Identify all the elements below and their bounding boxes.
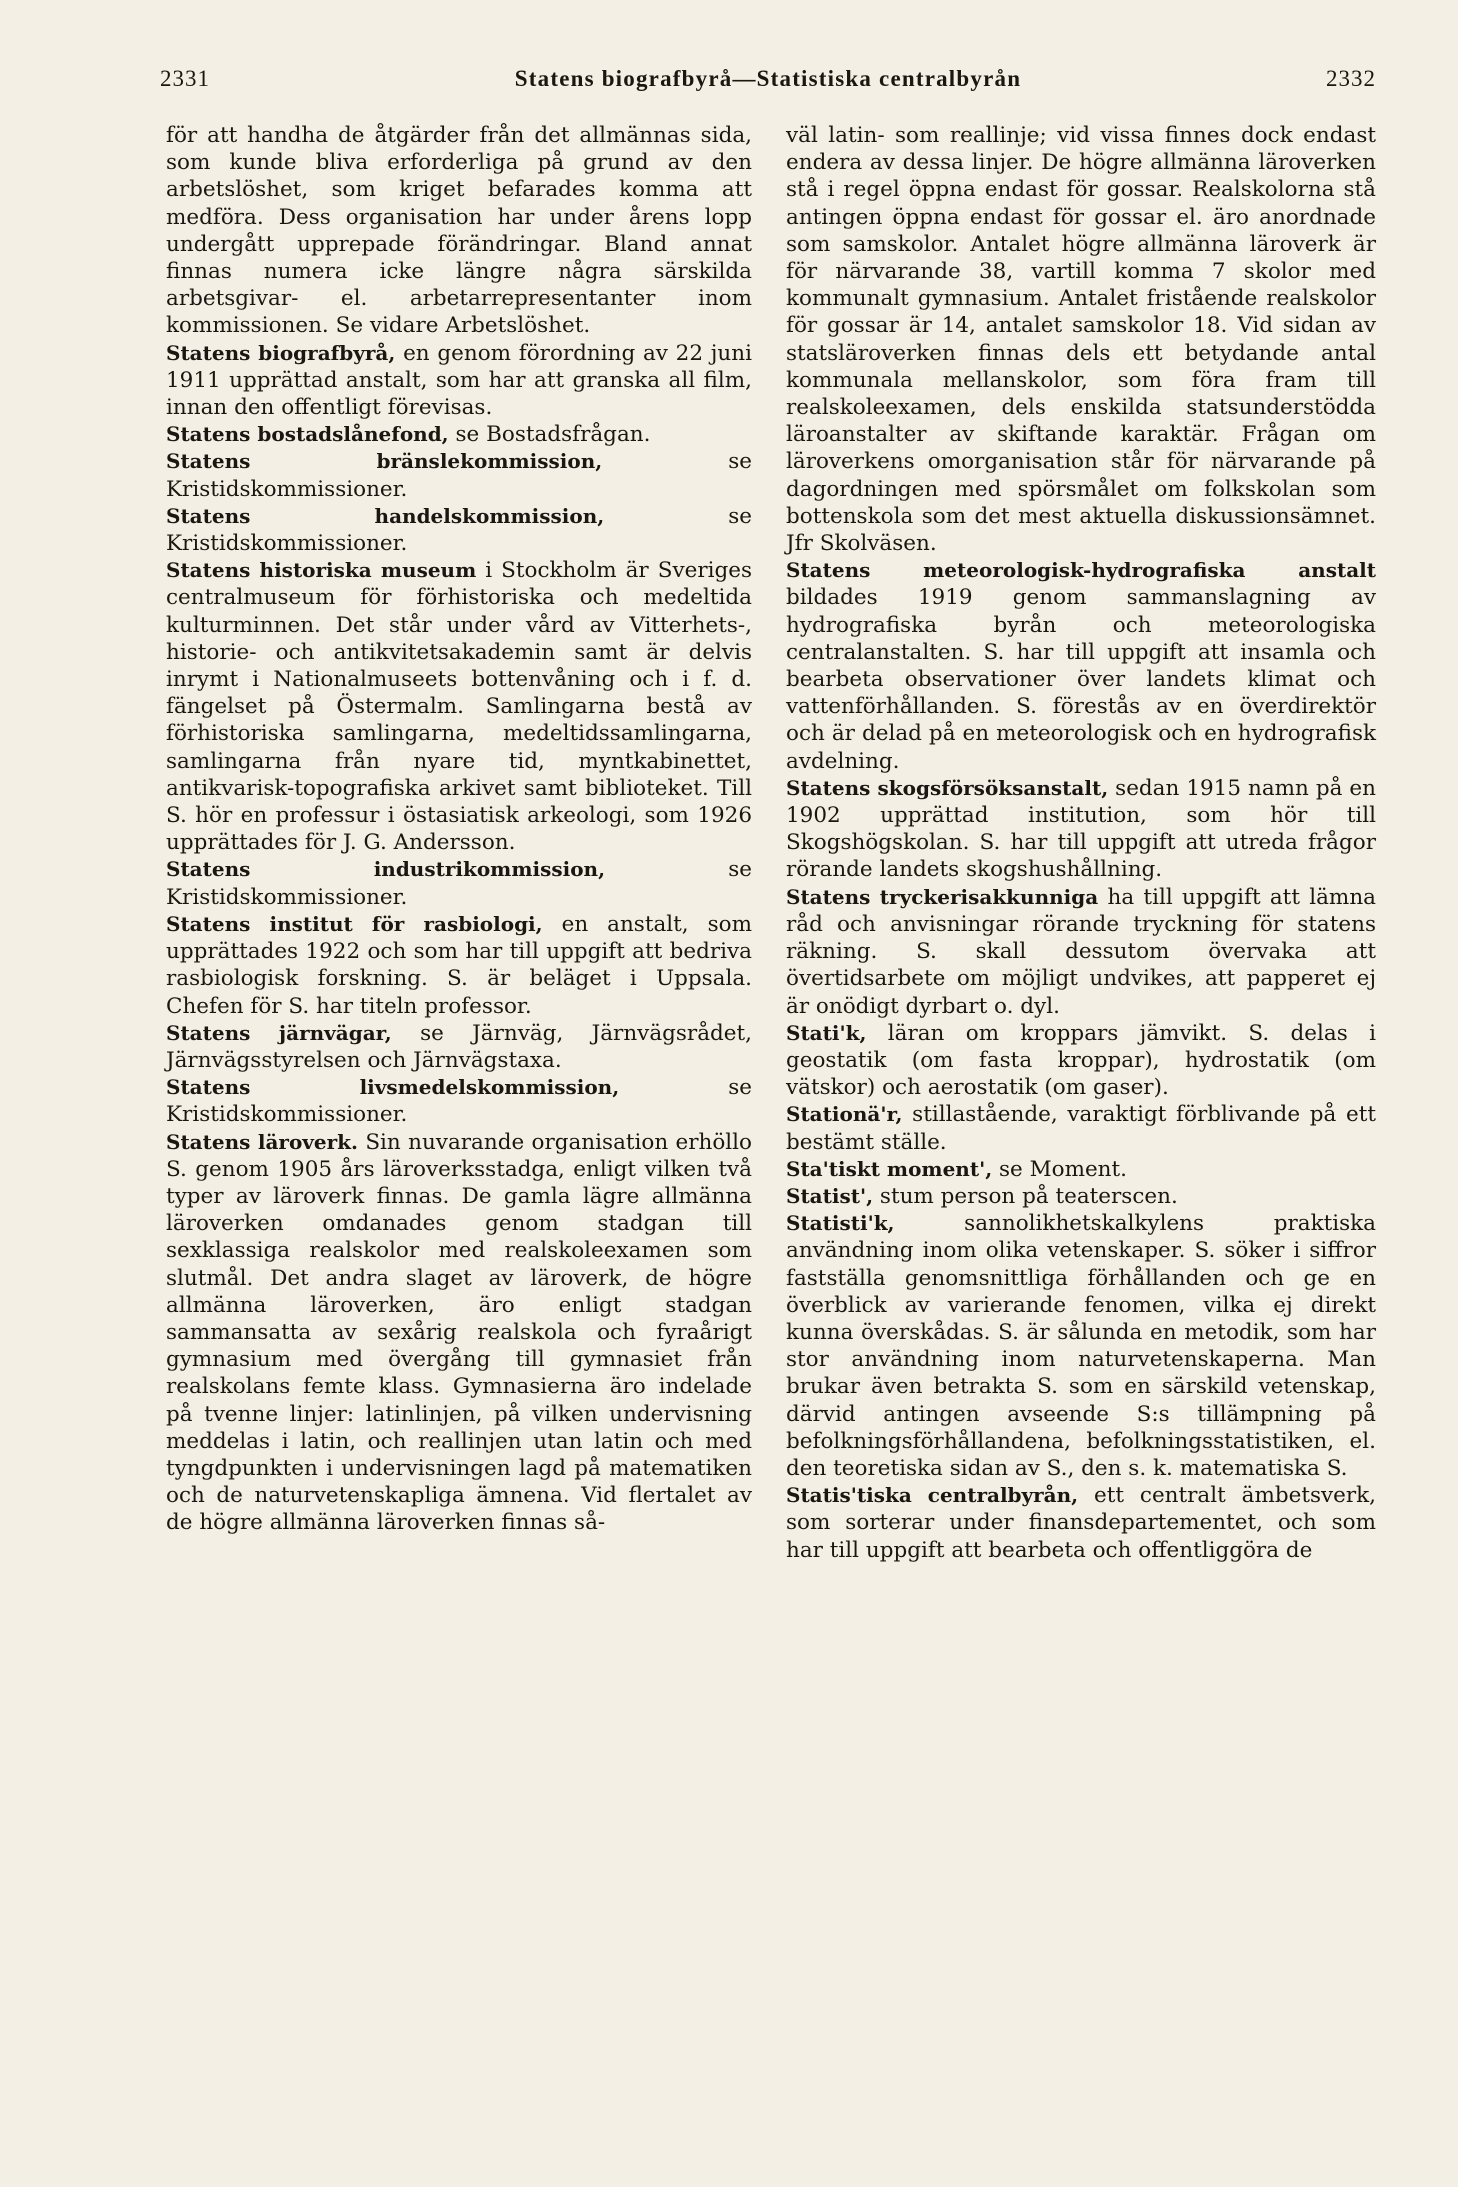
entry-text: stum person på teaterscen. bbox=[879, 1183, 1178, 1209]
entry-text: en genom förordning av 22 juni 1911 upprättad anstalt, som har att granska all film, innan den offentligt förevisas. bbox=[166, 340, 753, 421]
entry bbox=[166, 503, 752, 557]
entry-headword: Statens bostadslånefond, bbox=[166, 422, 449, 447]
entry-headword: Statis'tiska centralbyrån, bbox=[786, 1483, 1079, 1508]
entry bbox=[166, 1020, 752, 1074]
page-number-left: 2331 bbox=[160, 66, 210, 91]
entry bbox=[786, 884, 1376, 1020]
entry bbox=[786, 557, 1376, 775]
entry-headword: Stati'k, bbox=[786, 1020, 867, 1045]
entry-headword: Statens läroverk. bbox=[166, 1129, 358, 1154]
entry-headword: Statens skogsförsöksanstalt, bbox=[786, 775, 1109, 800]
entry-text: läran om kroppars jämvikt. S. delas i geostatik (om fasta kroppar), hydrostatik (om vätskor) och aerostatik (om gaser). bbox=[786, 1020, 1376, 1101]
entry bbox=[166, 1074, 752, 1128]
entry bbox=[786, 1183, 1376, 1210]
entry bbox=[786, 1482, 1376, 1564]
entry bbox=[166, 340, 752, 422]
entry bbox=[786, 1020, 1376, 1102]
entry-text: se Bostadsfrågan. bbox=[455, 422, 651, 448]
entry bbox=[786, 1156, 1376, 1183]
entry-text: bildades 1919 genom sammanslagning av hydrografiska byrån och meteorologiska centralanstalten. S. har till uppgift att insamla och bearbeta observationer över landets klimat och vattenförhållanden. S. förestås av en överdirektör och är delad på en meteorologisk och en hydrografisk avdelning. bbox=[786, 585, 1376, 774]
entry-headword: Statens livsmedelskommission, bbox=[166, 1075, 620, 1100]
entry-text: se Kristidskommissioner. bbox=[166, 1075, 752, 1128]
entry-text: se Järnväg, Järnvägsrådet, Järnvägsstyrelsen och Järnvägstaxa. bbox=[166, 1020, 752, 1073]
entry-text: för att handha de åtgärder från det allmännas sida, som kunde bliva erforderliga på grund av den arbetslöshet, som kriget befarades komma att medföra. Dess organisation har under årens lopp undergått upprepade förändringar. Bland annat finnas numera icke längre några särskilda arbetsgivar- el. arbetarrepresentanter inom kommissionen. Se vidare Arbetslöshet. bbox=[166, 123, 752, 339]
entry-headword: Statens bränslekommission, bbox=[166, 449, 603, 474]
entry-text: i Stockholm är Sveriges centralmuseum för förhistoriska och medeltida kulturminnen. Det står under vård av Vitterhets-, historie- och antikvitetsakademin samt är delvis inrymt i Nationalmuseets bottenvåning och i f. d. fängelset på Östermalm. Samlingarna bestå av förhistoriska samlingarna, medeltidssamlingarna, samlingarna från nyare tid, myntkabinettet, antikvarisk-topografiska arkivet samt biblioteket. Till S. hör en professur i östasiatisk arkeologi, som 1926 upprättades för J. G. Andersson. bbox=[166, 558, 752, 856]
entry-headword: Sta'tiskt moment', bbox=[786, 1156, 993, 1181]
entry-text: se Kristidskommissioner. bbox=[166, 449, 752, 502]
entry bbox=[166, 122, 752, 340]
entry-text: sedan 1915 namn på en 1902 upprättad institution, som hör till Skogshögskolan. S. har till uppgift att utreda frågor rörande landets skogshushållning. bbox=[786, 775, 1376, 883]
entry-headword: Statisti'k, bbox=[786, 1211, 895, 1236]
entry bbox=[166, 911, 752, 1020]
entry bbox=[166, 557, 752, 856]
entry-headword: Statens tryckerisakkunniga bbox=[786, 884, 1099, 909]
entry-headword: Statens institut för rasbiologi, bbox=[166, 911, 543, 936]
entry-text: se Kristidskommissioner. bbox=[166, 503, 752, 557]
entry-text: stillastående, varaktigt förblivande på ett bestämt ställe. bbox=[786, 1102, 1376, 1155]
running-title: Statens biografbyrå—Statistiska centralbyrån bbox=[514, 66, 1022, 91]
right-column bbox=[786, 122, 1376, 1564]
entry-headword: Statist', bbox=[786, 1183, 874, 1208]
entry-text: se Kristidskommissioner. bbox=[166, 857, 752, 910]
entry-headword: Statens järnvägar, bbox=[166, 1020, 392, 1045]
entry-headword: Stationä'r, bbox=[786, 1102, 903, 1127]
entry-text: se Moment. bbox=[999, 1156, 1127, 1182]
entry bbox=[166, 448, 752, 502]
left-column bbox=[166, 122, 752, 1537]
entry-text: ett centralt ämbetsverk, som sorterar under finansdepartementet, och som har till uppgift att bearbeta och offentliggöra de bbox=[786, 1483, 1376, 1563]
entry bbox=[166, 1129, 752, 1537]
page-number-right: 2332 bbox=[1326, 66, 1376, 91]
entry bbox=[786, 1101, 1376, 1155]
entry bbox=[786, 122, 1376, 557]
page-header bbox=[160, 66, 1376, 100]
entry bbox=[166, 421, 752, 448]
entry-text: sannolikhetskalkylens praktiska användning inom olika vetenskaper. S. söker i siffror fastställa genomsnittliga förhållanden och ge en överblick av varierande fenomen, vilka ej direkt kunna överskådas. S. är sålunda en metodik, som har stor användning inom naturvetenskaperna. Man brukar även betrakta S. som en särskild vetenskap, därvid antingen avseende S:s tillämpning på befolkningsförhållandena, befolkningsstatistiken, el. den teoretiska sidan av S., den s. k. matematiska S. bbox=[786, 1211, 1376, 1481]
entry-text: väl latin- som reallinje; vid vissa finnes dock endast endera av dessa linjer. De högre allmänna läroverken stå i regel öppna endast för gossar. Realskolorna stå antingen öppna endast för gossar el. äro anordnade som samskolor. Antalet högre allmänna läroverk är för närvarande 38, vartill komma 7 skolor med kommunalt gymnasium. Antalet fristående realskolor för gossar är 14, antalet samskolor 18. Vid sidan av statsläroverken finnas dels ett betydande antal kommunala mellanskolor, som föra fram till realskoleexamen, dels enskilda statsunderstödda läroanstalter av skiftande karaktär. Frågan om läroverkens omorganisation står för närvarande på dagordningen med spörsmålet om folkskolan som bottenskola som det mest aktuella diskussionsämnet. Jfr Skolväsen. bbox=[786, 123, 1376, 557]
entry-headword: Statens handelskommission, bbox=[166, 503, 605, 528]
entry-headword: Statens meteorologisk-hydrografiska anstalt bbox=[786, 558, 1376, 583]
entry bbox=[786, 1210, 1376, 1482]
entry bbox=[166, 856, 752, 910]
entry-text: Sin nuvarande organisation erhöllo S. genom 1905 års läroverksstadga, enligt vilken två typer av läroverk finnas. De gamla lägre allmänna läroverken omdanades genom stadgan till sexklassiga realskolor med realskoleexamen som slutmål. Det andra slaget av läroverk, de högre allmänna läroverken, äro enligt stadgan sammansatta av sexårig realskola och fyraårigt gymnasium med övergång till gymnasiet från realskolans femte klass. Gymnasierna äro indelade på tvenne linjer: latinlinjen, på vilken undervisning meddelas i latin, och reallinjen utan latin och med tyngdpunkten i undervisningen lagd på matematiken och de naturvetenskapliga ämnena. Vid flertalet av de högre allmänna läroverken finnas så- bbox=[166, 1129, 752, 1536]
entry bbox=[786, 775, 1376, 884]
entry-text: ha till uppgift att lämna råd och anvisningar rörande tryckning för statens räkning. S. skall dessutom övervaka att övertidsarbete om möjligt undvikes, att papperet ej är onödigt dyrbart o. dyl. bbox=[786, 884, 1376, 1019]
entry-headword: Statens industrikommission, bbox=[166, 857, 606, 882]
entry-headword: Statens historiska museum bbox=[166, 558, 477, 583]
entry-text: en anstalt, som upprättades 1922 och som har till uppgift att bedriva rasbiologisk forskning. S. är beläget i Uppsala. Chefen för S. har titeln professor. bbox=[166, 911, 752, 1019]
entry-headword: Statens biografbyrå, bbox=[166, 340, 396, 365]
